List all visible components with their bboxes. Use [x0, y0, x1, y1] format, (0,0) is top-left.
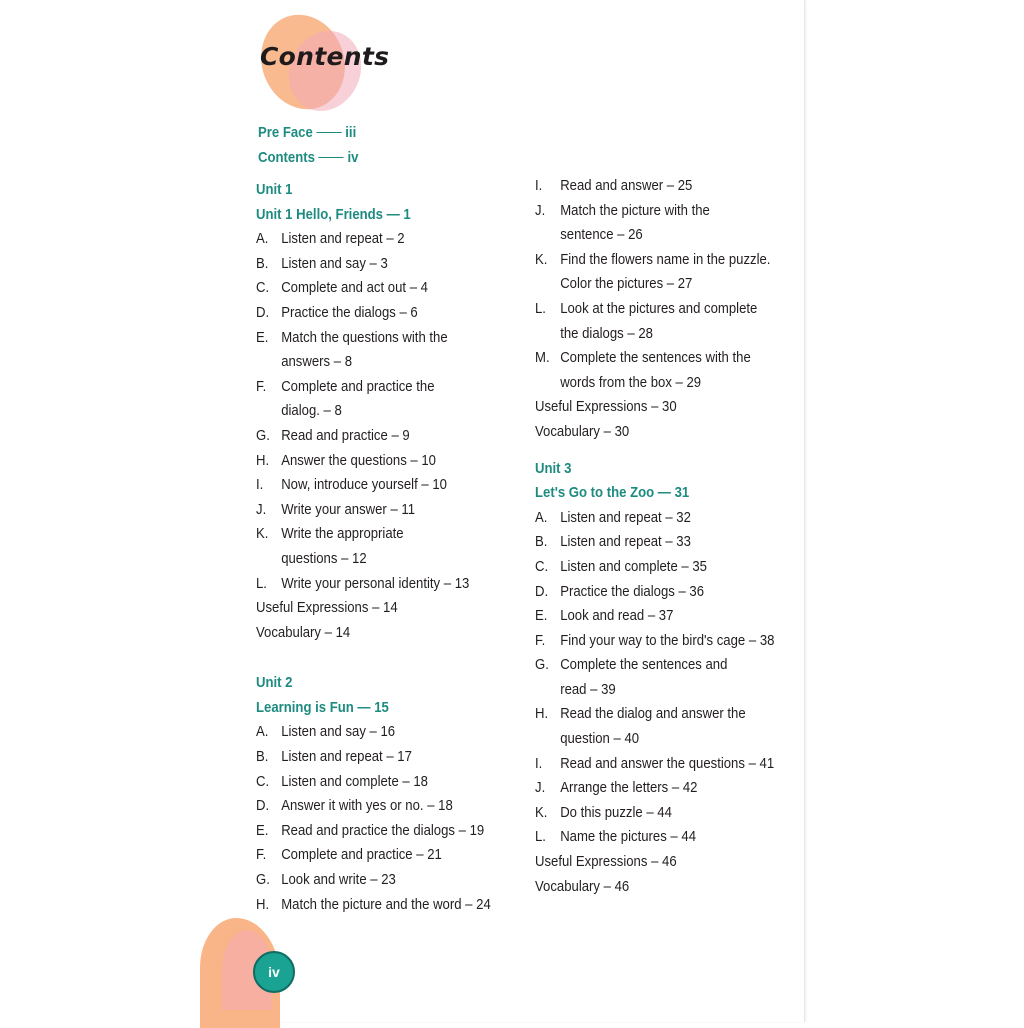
toc-entry-continuation: the dialogs – 28: [560, 325, 653, 342]
toc-entry-letter: G.: [256, 872, 270, 889]
toc-entry-label: Answer the questions – 10: [281, 452, 436, 469]
toc-entry-label: Listen and repeat – 32: [560, 509, 691, 526]
toc-entry[interactable]: [535, 580, 774, 605]
toc-entry-letter: J.: [256, 501, 267, 518]
toc-entry-label: Listen and complete – 35: [560, 558, 707, 575]
toc-entry[interactable]: [535, 506, 774, 531]
toc-entry-letter: L.: [256, 575, 267, 592]
toc-entry-letter: B.: [256, 255, 269, 272]
toc-entry-label: Complete and practice the: [281, 378, 435, 395]
toc-left-column: [256, 178, 491, 917]
toc-right-column: [535, 174, 774, 899]
toc-entry-letter: D.: [535, 583, 549, 600]
toc-entry-letter: H.: [535, 706, 549, 723]
toc-entry-letter: K.: [535, 804, 548, 821]
toc-entry-label: Listen and repeat – 33: [560, 534, 691, 551]
spacer: [535, 445, 774, 457]
toc-entry-label: Practice the dialogs – 36: [560, 583, 705, 600]
toc-entry-label: Complete and practice – 21: [281, 847, 442, 864]
toc-entry-letter: B.: [256, 749, 269, 766]
toc-entry[interactable]: [535, 653, 774, 678]
toc-entry-label: Listen and repeat – 17: [281, 749, 412, 766]
toc-entry[interactable]: [256, 301, 491, 326]
toc-entry-letter: B.: [535, 534, 548, 551]
toc-entry[interactable]: [256, 498, 491, 523]
toc-entry[interactable]: [535, 702, 774, 727]
toc-entry-letter: C.: [535, 558, 549, 575]
toc-entry[interactable]: [256, 770, 491, 795]
toc-entry-letter: G.: [535, 657, 549, 674]
toc-entry-label: Arrange the letters – 42: [560, 780, 698, 797]
toc-entry-continuation: words from the box – 29: [560, 374, 702, 391]
toc-entry[interactable]: [256, 276, 491, 301]
toc-entry[interactable]: [256, 843, 491, 868]
toc-entry[interactable]: Useful Expressions – 14: [256, 600, 398, 617]
toc-entry-label: Look and write – 23: [281, 872, 396, 889]
toc-entry-label: Match the picture with the: [560, 202, 710, 219]
unit-heading: Unit 2: [256, 675, 293, 692]
toc-entry-label: Practice the dialogs – 6: [281, 304, 418, 321]
unit-heading: Let's Go to the Zoo — 31: [535, 485, 690, 502]
toc-entry-letter: A.: [535, 509, 548, 526]
toc-entry[interactable]: [256, 424, 491, 449]
unit-heading: Unit 1: [256, 182, 293, 198]
toc-entry[interactable]: [535, 199, 774, 224]
toc-entry[interactable]: [535, 752, 774, 777]
toc-entry[interactable]: Vocabulary – 30: [535, 423, 630, 440]
toc-entry-letter: I.: [535, 755, 543, 772]
toc-entry-continuation: read – 39: [560, 681, 616, 698]
toc-entry-letter: F.: [256, 378, 267, 395]
toc-entry-label: Listen and say – 16: [281, 724, 396, 741]
toc-entry[interactable]: [256, 720, 491, 745]
toc-entry[interactable]: [535, 297, 774, 322]
toc-entry-label: Match the picture and the word – 24: [281, 896, 491, 913]
toc-entry-label: Write your answer – 11: [281, 501, 416, 518]
toc-entry-continuation: answers – 8: [281, 354, 353, 371]
toc-entry-letter: I.: [535, 178, 543, 194]
toc-entry[interactable]: [256, 572, 491, 597]
toc-entry-letter: L.: [535, 300, 546, 317]
toc-entry-label: Listen and complete – 18: [281, 773, 428, 790]
toc-entry-letter: E.: [535, 608, 548, 625]
toc-entry-letter: H.: [256, 896, 270, 913]
toc-entry[interactable]: Vocabulary – 14: [256, 624, 351, 641]
toc-entry[interactable]: Useful Expressions – 46: [535, 854, 677, 871]
toc-entry[interactable]: [256, 227, 491, 252]
toc-entry[interactable]: [256, 893, 491, 918]
toc-entry[interactable]: [256, 252, 491, 277]
toc-entry-continuation: Color the pictures – 27: [560, 276, 693, 293]
toc-entry[interactable]: [256, 473, 491, 498]
toc-entry-continuation: questions – 12: [281, 550, 367, 567]
toc-entry-letter: H.: [256, 452, 270, 469]
toc-entry-label: Complete and act out – 4: [281, 280, 428, 297]
toc-entry-continuation: question – 40: [560, 731, 640, 748]
page-number-badge: iv: [253, 951, 295, 993]
toc-entry[interactable]: [256, 868, 491, 893]
toc-entry-letter: D.: [256, 798, 270, 815]
toc-entry[interactable]: [535, 801, 774, 826]
toc-entry[interactable]: [256, 745, 491, 770]
toc-entry-letter: K.: [535, 251, 548, 268]
toc-entry-label: Write the appropriate: [281, 526, 404, 543]
toc-entry-letter: L.: [535, 829, 546, 846]
toc-entry[interactable]: [256, 375, 491, 400]
toc-entry-letter: A.: [256, 724, 269, 741]
toc-entry-label: Complete the sentences with the: [560, 350, 751, 367]
toc-entry-label: Listen and repeat – 2: [281, 231, 405, 248]
toc-entry-letter: F.: [535, 632, 546, 649]
toc-entry-letter: I.: [256, 477, 264, 494]
toc-entry-letter: C.: [256, 280, 270, 297]
toc-entry[interactable]: [256, 522, 491, 547]
toc-entry[interactable]: [535, 346, 774, 371]
toc-entry-contents[interactable]: Contents iv: [258, 149, 359, 166]
toc-entry-label: Find your way to the bird's cage – 38: [560, 632, 775, 649]
toc-entry-letter: E.: [256, 822, 269, 839]
spacer: [256, 645, 491, 671]
toc-entry-letter: G.: [256, 427, 270, 444]
toc-entry-label: Complete the sentences and: [560, 657, 728, 674]
toc-entry-letter: C.: [256, 773, 270, 790]
toc-entry-label: Match the questions with the: [281, 329, 448, 346]
unit-heading: Learning is Fun — 15: [256, 699, 389, 716]
toc-entry[interactable]: Vocabulary – 46: [535, 878, 630, 895]
unit-heading: Unit 3: [535, 460, 572, 477]
toc-entry-letter: M.: [535, 350, 550, 367]
toc-entry[interactable]: [256, 819, 491, 844]
toc-entry-label: Listen and say – 3: [281, 255, 388, 272]
toc-entry[interactable]: [535, 629, 774, 654]
toc-entry-letter: A.: [256, 231, 269, 248]
toc-entry[interactable]: [535, 604, 774, 629]
toc-entry[interactable]: [256, 326, 491, 351]
toc-entry[interactable]: [535, 530, 774, 555]
toc-entry-label: Write your personal identity – 13: [281, 575, 470, 592]
toc-entry-letter: J.: [535, 780, 546, 797]
toc-entry-label: Now, introduce yourself – 10: [281, 477, 447, 494]
toc-entry-label: Look at the pictures and complete: [560, 300, 758, 317]
toc-entry[interactable]: [535, 825, 774, 850]
toc-entry[interactable]: [256, 794, 491, 819]
toc-entry-label: Read the dialog and answer the: [560, 706, 746, 723]
toc-entry-letter: E.: [256, 329, 269, 346]
toc-entry-label: Answer it with yes or no. – 18: [281, 798, 453, 815]
toc-entry-label: Read and practice – 9: [281, 427, 410, 444]
toc-entry-label: Read and answer the questions – 41: [560, 755, 775, 772]
toc-entry-label: Look and read – 37: [560, 608, 674, 625]
toc-entry[interactable]: [535, 555, 774, 580]
page-title: Contents: [260, 42, 390, 71]
toc-entry-letter: K.: [256, 526, 269, 543]
unit-heading: Unit 1 Hello, Friends — 1: [256, 206, 411, 223]
toc-entry-letter: F.: [256, 847, 267, 864]
toc-entry-label: Read and practice the dialogs – 19: [281, 822, 485, 839]
toc-entry-preface[interactable]: Pre Face iii: [258, 125, 357, 141]
toc-entry-continuation: sentence – 26: [560, 227, 643, 244]
toc-entry[interactable]: [535, 776, 774, 801]
toc-entry-letter: J.: [535, 202, 546, 219]
toc-entry-label: Read and answer – 25: [560, 178, 693, 194]
toc-entry[interactable]: [535, 174, 774, 199]
front-matter: [258, 121, 358, 170]
toc-entry-label: Find the flowers name in the puzzle.: [560, 251, 771, 268]
toc-entry[interactable]: [256, 449, 491, 474]
toc-entry[interactable]: Useful Expressions – 30: [535, 399, 677, 416]
toc-entry-label: Name the pictures – 44: [560, 829, 697, 846]
toc-entry-label: Do this puzzle – 44: [560, 804, 672, 821]
toc-entry-continuation: dialog. – 8: [281, 403, 342, 420]
toc-entry-letter: D.: [256, 304, 270, 321]
toc-entry[interactable]: [535, 248, 774, 273]
